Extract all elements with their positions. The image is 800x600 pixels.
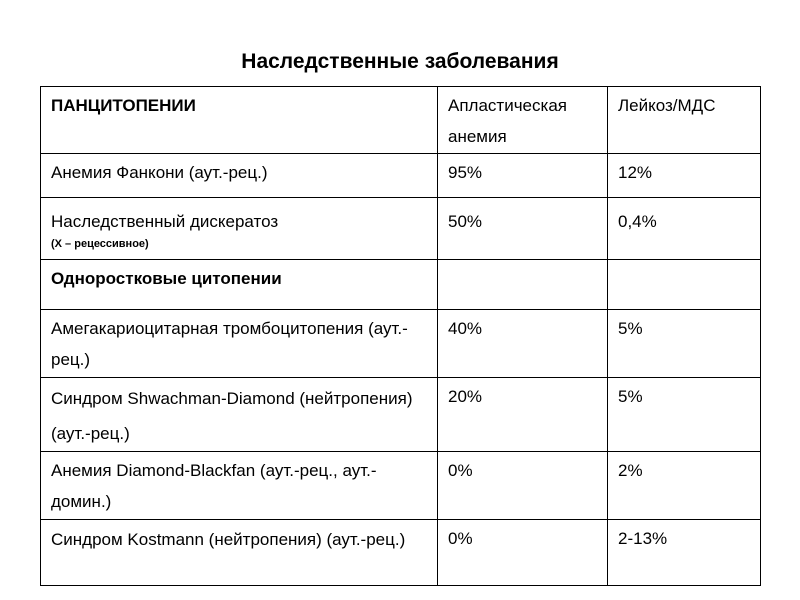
leukemia-mds-value: 5% bbox=[608, 310, 761, 378]
aplastic-anemia-value: 0% bbox=[438, 520, 608, 586]
table-row bbox=[41, 378, 761, 452]
empty-cell bbox=[438, 260, 608, 310]
leukemia-mds-value: 12% bbox=[608, 154, 761, 198]
aplastic-anemia-value: 0% bbox=[438, 452, 608, 520]
disease-name: Синдром Shwachman-Diamond (нейтропения) (аут.-рец.) bbox=[41, 378, 438, 452]
aplastic-anemia-value: 95% bbox=[438, 154, 608, 198]
table-header-row bbox=[41, 87, 761, 154]
table-row bbox=[41, 310, 761, 378]
section-title: Одноростковые цитопении bbox=[41, 260, 438, 310]
empty-cell bbox=[608, 260, 761, 310]
table-row bbox=[41, 452, 761, 520]
leukemia-mds-value: 2% bbox=[608, 452, 761, 520]
disease-name: Анемия Diamond-Blackfan (аут.-рец., аут.-домин.) bbox=[41, 452, 438, 520]
aplastic-anemia-value: 40% bbox=[438, 310, 608, 378]
header-pancytopenia: ПАНЦИТОПЕНИИ bbox=[41, 87, 438, 154]
page-title: Наследственные заболевания bbox=[241, 50, 559, 73]
header-aplastic-anemia: Апластическая анемия bbox=[438, 87, 608, 154]
inherited-diseases-table bbox=[40, 86, 761, 586]
section-row bbox=[41, 260, 761, 310]
disease-cell bbox=[41, 198, 438, 260]
disease-name: Анемия Фанкони (аут.-рец.) bbox=[41, 154, 438, 198]
aplastic-anemia-value: 20% bbox=[438, 378, 608, 452]
disease-name: Синдром Kostmann (нейтропения) (аут.-рец.) bbox=[41, 520, 438, 586]
inheritance-note: (X – рецессивное) bbox=[51, 238, 149, 250]
leukemia-mds-value: 0,4% bbox=[608, 198, 761, 260]
table-row bbox=[41, 154, 761, 198]
disease-name: Амегакариоцитарная тромбоцитопения (аут.-рец.) bbox=[41, 310, 438, 378]
table-row bbox=[41, 198, 761, 260]
leukemia-mds-value: 5% bbox=[608, 378, 761, 452]
table-row bbox=[41, 520, 761, 586]
leukemia-mds-value: 2-13% bbox=[608, 520, 761, 586]
disease-name: Наследственный дискератоз bbox=[51, 212, 279, 231]
header-leukemia-mds: Лейкоз/МДС bbox=[608, 87, 761, 154]
aplastic-anemia-value: 50% bbox=[438, 198, 608, 260]
